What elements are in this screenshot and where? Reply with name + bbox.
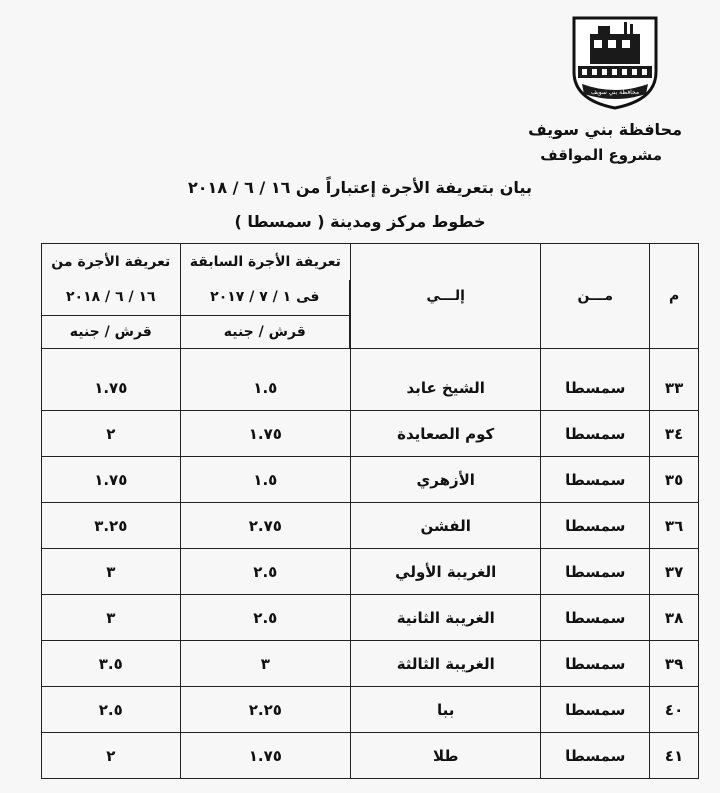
row-index: ٣٨ [649,595,699,641]
row-index: ٤١ [649,733,699,779]
spacer-cell [649,349,699,365]
row-prev-fare: ١.٥ [180,457,350,503]
row-new-fare: ٢.٥ [41,687,180,733]
header-new-title: تعريفة الأجرة من [41,243,180,280]
table-row [41,457,699,503]
header-prev-title: تعريفة الأجرة السابقة [180,243,350,280]
table-row [41,733,699,779]
row-from: سمسطا [540,595,649,641]
row-new-fare: ٣ [41,549,180,595]
row-to: ببا [350,687,540,733]
row-prev-fare: ١.٥ [180,365,350,411]
row-prev-fare: ١.٧٥ [180,733,350,779]
row-prev-fare: ٢.٥ [180,549,350,595]
header-to: إلـــي [350,243,540,349]
table-row [41,641,699,687]
row-prev-fare: ٢.٧٥ [180,503,350,549]
row-to: الأزهري [350,457,540,503]
row-index: ٤٠ [649,687,699,733]
row-prev-fare: ٣ [180,641,350,687]
project-name: مشروع المواقف [540,146,662,164]
table-row [41,503,699,549]
spacer-cell [41,349,180,365]
row-new-fare: ٢ [41,733,180,779]
row-new-fare: ٢ [41,411,180,457]
table-row [41,411,699,457]
header-prev-unit: قرش / جنيه [180,316,350,349]
spacer-cell [350,349,540,365]
header-new-unit: قرش / جنيه [41,316,180,349]
row-prev-fare: ٢.٢٥ [180,687,350,733]
row-from: سمسطا [540,687,649,733]
governorate-name: محافظة بني سويف [528,120,682,139]
row-to: طلا [350,733,540,779]
spacer-cell [540,349,649,365]
row-index: ٣٤ [649,411,699,457]
row-from: سمسطا [540,457,649,503]
header-index: م [649,243,699,349]
row-to: كوم الصعايدة [350,411,540,457]
document-title: بيان بتعريفة الأجرة إعتباراً من ١٦ / ٦ / ٢٠١٨ [188,178,532,197]
document-subtitle: خطوط مركز ومدينة ( سمسطا ) [234,212,486,231]
row-prev-fare: ١.٧٥ [180,411,350,457]
header-new-date: ١٦ / ٦ / ٢٠١٨ [41,280,180,316]
governorate-logo [568,14,662,110]
row-to: الفشن [350,503,540,549]
row-index: ٣٥ [649,457,699,503]
row-from: سمسطا [540,549,649,595]
row-new-fare: ١.٧٥ [41,365,180,411]
table-row [41,365,699,411]
row-index: ٣٧ [649,549,699,595]
row-to: الغريبة الأولي [350,549,540,595]
row-from: سمسطا [540,503,649,549]
header-from: مـــن [540,243,649,349]
row-to: الغريبة الثالثة [350,641,540,687]
row-new-fare: ١.٧٥ [41,457,180,503]
row-from: سمسطا [540,641,649,687]
row-new-fare: ٣.٢٥ [41,503,180,549]
spacer-cell [180,349,350,365]
row-index: ٣٦ [649,503,699,549]
header-prev-date: فى ١ / ٧ / ٢٠١٧ [180,280,350,316]
row-new-fare: ٣.٥ [41,641,180,687]
row-index: ٣٣ [649,365,699,411]
table-row [41,549,699,595]
row-from: سمسطا [540,733,649,779]
row-from: سمسطا [540,411,649,457]
row-from: سمسطا [540,365,649,411]
row-to: الغريبة الثانية [350,595,540,641]
logo-caption: محافظة بني سويف [590,89,640,96]
row-index: ٣٩ [649,641,699,687]
row-to: الشيخ عابد [350,365,540,411]
row-prev-fare: ٢.٥ [180,595,350,641]
table-row [41,687,699,733]
table-row [41,595,699,641]
row-new-fare: ٣ [41,595,180,641]
tariff-table [41,243,699,779]
